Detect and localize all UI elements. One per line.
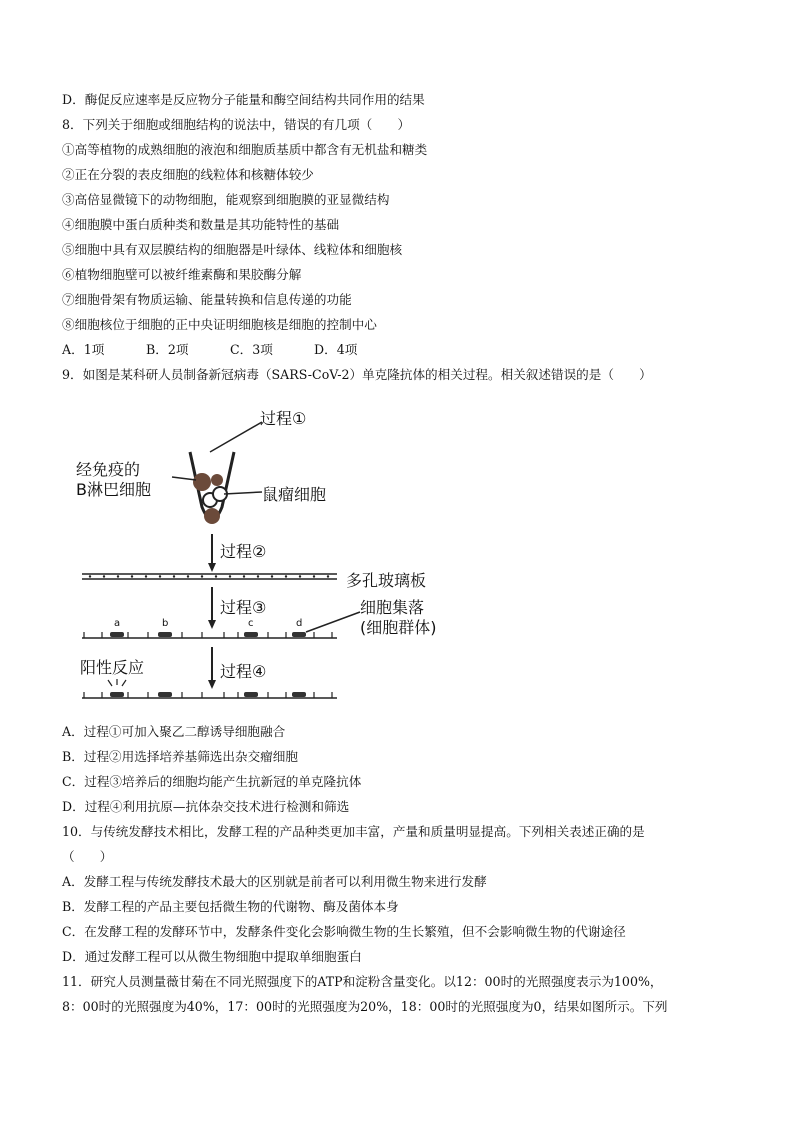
b-cell-label-line2: B淋巴细胞 [76,480,151,499]
b-cell-label-line1: 经免疫的 [76,460,141,479]
process1-label: 过程① [260,409,307,428]
q8-item-1: ①高等植物的成熟细胞的液泡和细胞质基质中都含有无机盐和糖类 [62,142,428,157]
q10-option-a: A．发酵工程与传统发酵技术最大的区别就是前者可以利用微生物来进行发酵 [62,874,487,889]
b-cell [211,474,223,486]
b-cell [193,473,211,491]
q7-option-d: D．酶促反应速率是反应物分子能量和酶空间结构共同作用的结果 [62,92,425,107]
q8-option-d: D．4项 [314,342,358,357]
q9-option-a: A．过程①可加入聚乙二醇诱导细胞融合 [62,724,286,739]
colonies [110,632,306,637]
q8-item-4: ④细胞膜中蛋白质种类和数量是其功能特性的基础 [62,217,340,232]
q9-option-c: C．过程③培养后的细胞均能产生抗新冠的单克隆抗体 [62,774,362,789]
colonies-tested [110,692,306,697]
q8-item-3: ③高倍显微镜下的动物细胞，能观察到细胞膜的亚显微结构 [62,192,390,207]
myeloma-label: 鼠瘤细胞 [262,485,327,504]
monoclonal-antibody-diagram [62,402,462,712]
q8-options [62,342,357,358]
colony-label-line1: 细胞集落 [360,598,425,617]
q10-option-d: D．通过发酵工程可以从微生物细胞中提取单细胞蛋白 [62,949,362,964]
q8-item-8: ⑧细胞核位于细胞的正中央证明细胞核是细胞的控制中心 [62,317,377,332]
myeloma-pointer [224,492,262,494]
colony-label [360,598,437,638]
q8-item-5: ⑤细胞中具有双层膜结构的细胞器是叶绿体、线粒体和细胞核 [62,242,403,257]
process4-label: 过程④ [220,662,267,681]
q8-option-b: B．2项 [146,342,189,357]
q9-stem: 9．如图是某科研人员制备新冠病毒（SARS-CoV-2）单克隆抗体的相关过程。相关叙述错误的是（ ） [62,367,652,382]
q10-option-c: C．在发酵工程的发酵环节中，发酵条件变化会影响微生物的生长繁殖，但不会影响微生物的代谢途径 [62,924,626,939]
q8-option-c: C．3项 [230,342,273,357]
b-cell-label [76,460,151,500]
process2-label: 过程② [220,542,267,561]
q11-line1: 11．研究人员测量薇甘菊在不同光照强度下的ATP和淀粉含量变化。以12：00时的光照强度表示为100%， [62,974,663,989]
plate-dots [89,575,329,577]
positive-reaction-label: 阳性反应 [80,658,145,677]
q8-option-a: A．1项 [62,342,105,357]
well-c-label: c [248,618,254,629]
well-d-label: d [296,618,303,629]
q10-stem-cont: （ ） [62,849,113,864]
colony-pointer [306,612,360,632]
q10-stem: 10．与传统发酵技术相比，发酵工程的产品种类更加丰富，产量和质量明显提高。下列相关表述正确的是 [62,824,645,839]
well-a-label: a [114,618,121,629]
q10-option-b: B．发酵工程的产品主要包括微生物的代谢物、酶及菌体本身 [62,899,399,914]
q8-item-2: ②正在分裂的表皮细胞的线粒体和核糖体较少 [62,167,314,182]
process3-label: 过程③ [220,598,267,617]
q8-stem: 8．下列关于细胞或细胞结构的说法中，错误的有几项（ ） [62,117,411,132]
positive-reaction-rays [108,679,126,686]
well-b-label: b [162,618,169,629]
q9-option-d: D．过程④利用抗原—抗体杂交技术进行检测和筛选 [62,799,350,814]
colony-label-line2: (细胞群体) [360,618,437,637]
q8-item-7: ⑦细胞骨架有物质运输、能量转换和信息传递的功能 [62,292,352,307]
q8-item-6: ⑥植物细胞壁可以被纤维素酶和果胶酶分解 [62,267,302,282]
q11-line2: 8：00时的光照强度为40%，17：00时的光照强度为20%，18：00时的光照强度为0，结果如图所示。下列 [62,999,668,1014]
b-cell-pointer [172,477,196,480]
plate-label: 多孔玻璃板 [346,571,427,590]
q9-option-b: B．过程②用选择培养基筛选出杂交瘤细胞 [62,749,298,764]
process1-pointer [210,422,262,452]
b-cell [204,508,220,524]
